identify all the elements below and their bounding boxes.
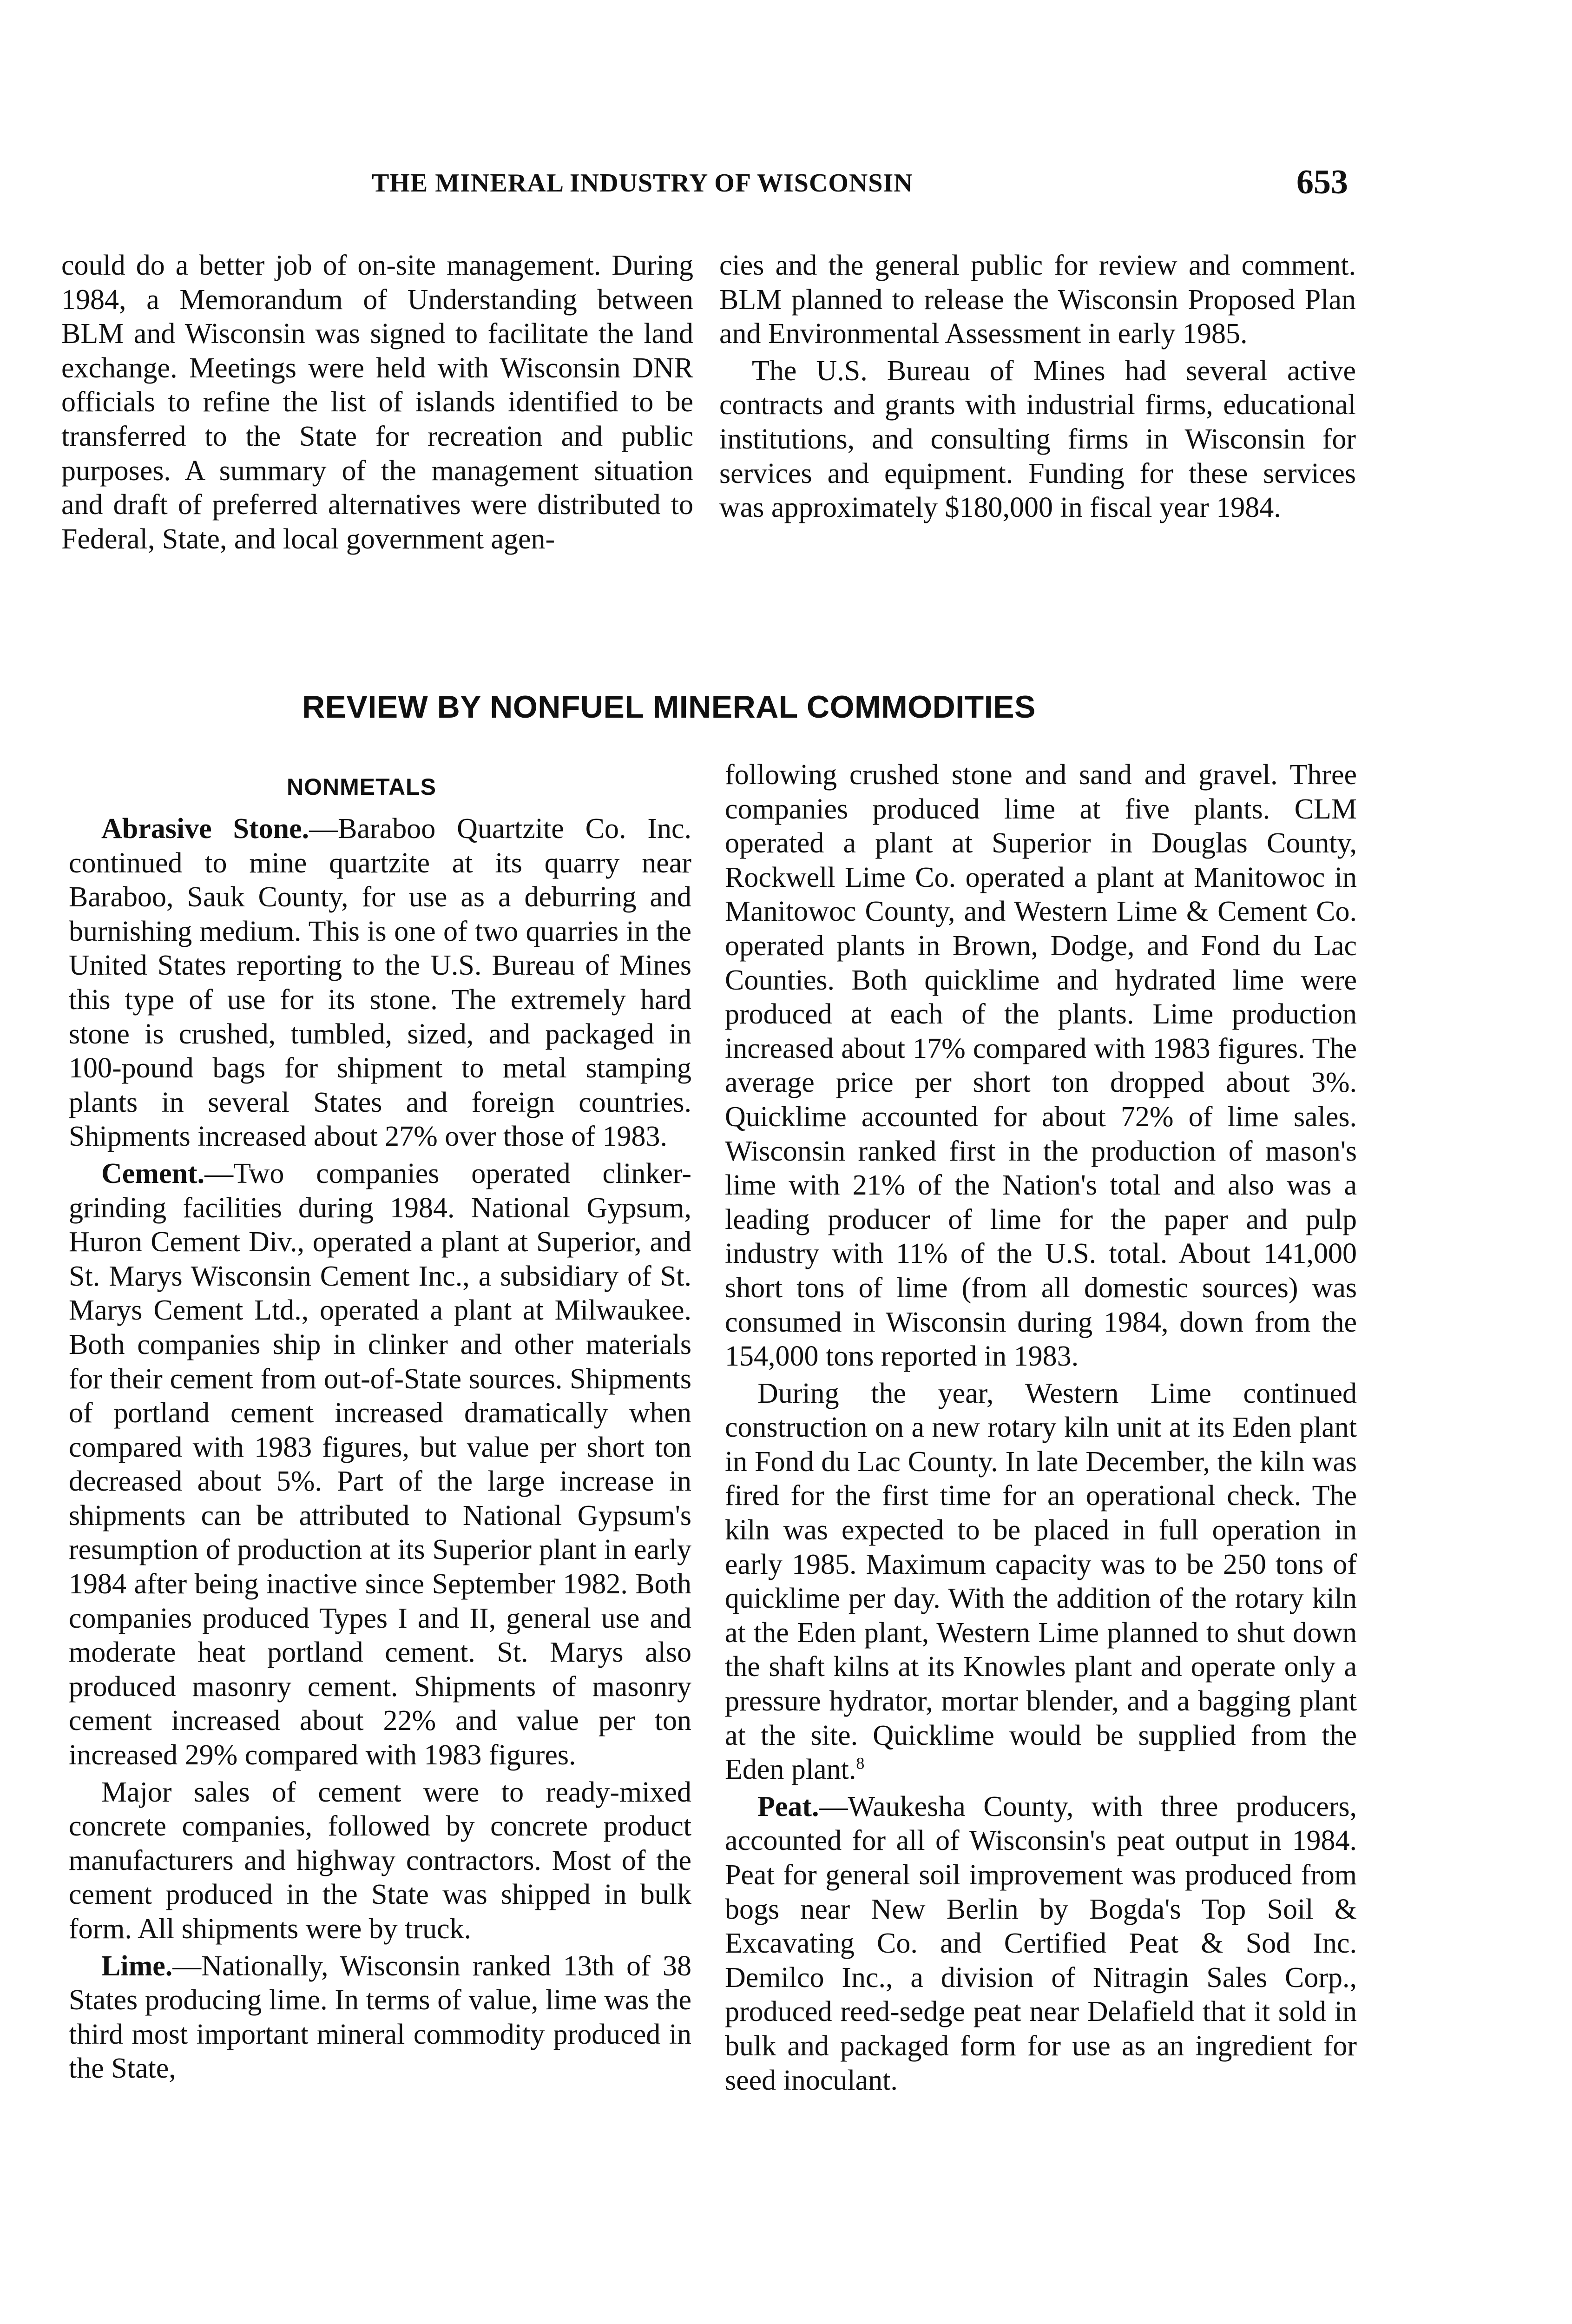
peat-paragraph xyxy=(725,1790,1357,2098)
subsection-heading: NONMETALS xyxy=(287,774,436,800)
entry-text: —Baraboo Quartzite Co. Inc. continued to mine quartzite at its quarry near Baraboo, Sauk County, for use as a deburring and burnishing medium. This is one of two quarries in the United States reporting to the U.S. Bureau of Mines this type of use for its stone. The extremely hard stone is crushed, tumbled, sized, and packaged in 100-pound bags for shipment to metal stamping plants in several States and foreign countries. Shipments increased about 27% over those of 1983. xyxy=(69,813,691,1153)
abrasive-stone-paragraph xyxy=(69,812,691,1154)
footnote-marker: 8 xyxy=(856,1754,865,1773)
entry-text: —Two companies operated clinker-grinding facilities during 1984. National Gypsum, Huron Cement Div., operated a plant at Superior, and St. Marys Wisconsin Cement Inc., a subsidiary of St. Marys Cement Ltd., operated a plant at Milwaukee. Both companies ship in clinker and other materials for their cement from out-of-State sources. Shipments of portland cement increased dramatically when compared with 1983 figures, but value per short ton decreased about 5%. Part of the large increase in shipments can be attributed to National Gypsum's resumption of production at its Superior plant in early 1984 after being inactive since September 1982. Both companies produced Types I and II, general use and moderate heat portland cement. St. Marys also produced masonry cement. Shipments of masonry cement increased about 22% and value per ton increased 29% compared with 1983 figures. xyxy=(69,1157,691,1771)
paragraph: could do a better job of on-site management. During 1984, a Memorandum of Understanding between BLM and Wisconsin was signed to facilitate the land exchange. Meetings were held with Wisconsin DNR officials to refine the list of islands identified to be transferred to the State for recreation and public purposes. A summary of the management situation and draft of preferred alternatives were distributed to Federal, State, and local government agen- xyxy=(61,250,693,555)
bottom-right-column xyxy=(725,758,1357,2098)
entry-text: —Nationally, Wisconsin ranked 13th of 38 States producing lime. In terms of value, lime was the third most important mineral commodity produced in the State, xyxy=(69,1950,691,2085)
entry-lead: Cement. xyxy=(101,1157,205,1189)
entry-text: —Waukesha County, with three producers, accounted for all of Wisconsin's peat output in 1984. Peat for general soil improvement was produced from bogs near New Berlin by Bogda's Top Soil & Excavating Co. and Certified Peat & Sod Inc. Demilco Inc., a division of Nitragin Sales Corp., produced reed-sedge peat near Delafield that it sold in bulk and packaged form for use as an ingredient for seed inoculant. xyxy=(725,1790,1357,2096)
running-title: THE MINERAL INDUSTRY OF WISCONSIN xyxy=(372,169,913,198)
paragraph: The U.S. Bureau of Mines had several active contracts and grants with industrial firms, educational institutions, and consulting firms in Wisconsin for services and equipment. Funding for these services was approximately $180,000 in fiscal year 1984. xyxy=(719,355,1356,524)
paragraph: Major sales of cement were to ready-mixed concrete companies, followed by concrete product manufacturers and highway contractors. Most of the cement produced in the State was shipped in bulk form. All shipments were by truck. xyxy=(69,1776,691,1945)
paragraph xyxy=(725,1377,1357,1787)
top-right-column xyxy=(719,249,1356,525)
lime-paragraph xyxy=(69,1949,691,2086)
page-number: 653 xyxy=(1296,163,1348,201)
entry-lead: Lime. xyxy=(101,1950,173,1982)
paragraph: following crushed stone and sand and gravel. Three companies produced lime at five plants. CLM operated a plant at Superior in Douglas County, Rockwell Lime Co. operated a plant at Manitowoc in Manitowoc County, and Western Lime & Cement Co. operated plants in Brown, Dodge, and Fond du Lac Counties. Both quicklime and hydrated lime were produced at each of the plants. Lime production increased about 17% compared with 1983 figures. The average price per short ton dropped about 3%. Quicklime accounted for about 72% of lime sales. Wisconsin ranked first in the production of mason's lime with 21% of the Nation's total and also was a leading producer of lime for the paper and pulp industry with 11% of the U.S. total. About 141,000 short tons of lime (from all domestic sources) was consumed in Wisconsin during 1984, down from the 154,000 tons reported in 1983. xyxy=(725,759,1357,1373)
bottom-left-column xyxy=(69,812,691,2086)
entry-lead: Abrasive Stone. xyxy=(101,813,309,845)
cement-paragraph xyxy=(69,1157,691,1773)
top-left-column xyxy=(61,249,693,556)
entry-lead: Peat. xyxy=(757,1790,819,1822)
section-heading: REVIEW BY NONFUEL MINERAL COMMODITIES xyxy=(302,689,1036,725)
entry-text: During the year, Western Lime continued construction on a new rotary kiln unit at its Eden plant in Fond du Lac County. In late December, the kiln was fired for the first time for an operational check. The kiln was expected to be placed in full operation in early 1985. Maximum capacity was to be 250 tons of quicklime per day. With the addition of the rotary kiln at the Eden plant, Western Lime planned to shut down the shaft kilns at its Knowles plant and operate only a pressure hydrator, mortar blender, and a bagging plant at the site. Quicklime would be supplied from the Eden plant. xyxy=(725,1377,1357,1786)
paragraph: cies and the general public for review and comment. BLM planned to release the Wisconsin Proposed Plan and Environmental Assessment in early 1985. xyxy=(719,250,1356,350)
